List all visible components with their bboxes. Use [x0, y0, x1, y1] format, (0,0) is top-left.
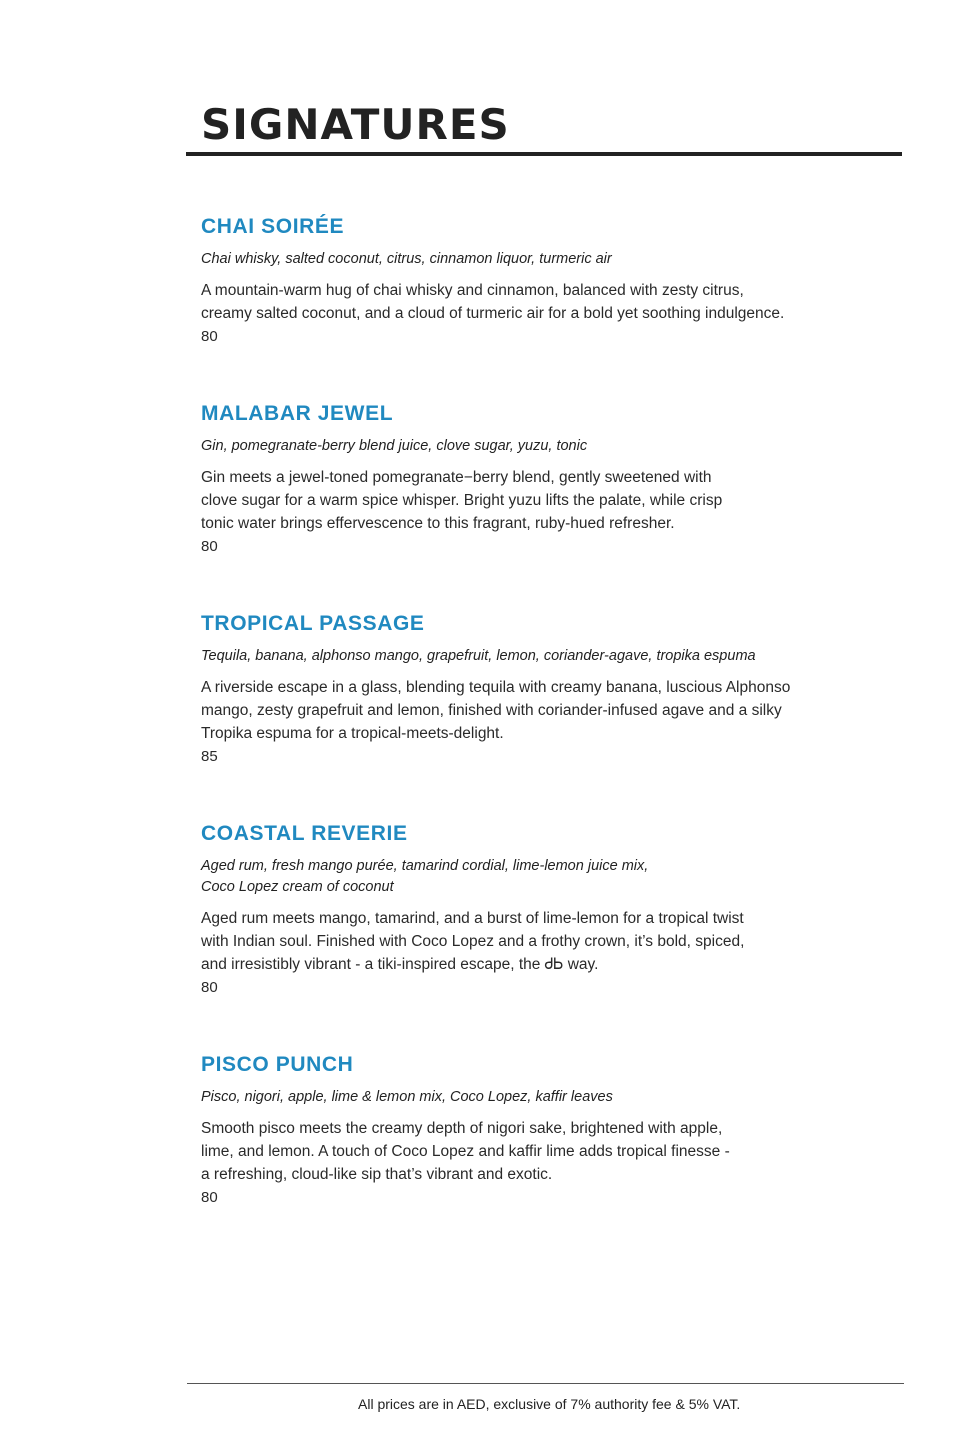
item-ingredients: Gin, pomegranate-berry blend juice, clove sugar, yuzu, tonic — [201, 438, 588, 454]
item-name: TROPICAL PASSAGE — [201, 612, 425, 635]
menu-item — [201, 1051, 841, 1209]
item-description: Gin meets a jewel-toned pomegranate−berry blend, gently sweetened with clove sugar for a warm spice whisper. Bright yuzu lifts the palate, while crisp tonic water brings effervescence to this fragrant, ruby-hued refresher. — [201, 469, 723, 532]
item-description: A mountain-warm hug of chai whisky and cinnamon, balanced with zesty citrus, creamy salted coconut, and a cloud of turmeric air for a bold yet soothing indulgence. — [201, 282, 785, 322]
item-name: CHAI SOIRÉE — [201, 215, 345, 238]
item-ingredients: Pisco, nigori, apple, lime & lemon mix, Coco Lopez, kaffir leaves — [201, 1089, 613, 1105]
item-description: A riverside escape in a glass, blending tequila with creamy banana, luscious Alphonso mango, zesty grapefruit and lemon, finished with coriander-infused agave and a silky Tropika espuma for a tropical-meets-delight. — [201, 679, 791, 742]
menu-item — [201, 820, 841, 999]
item-name: MALABAR JEWEL — [201, 402, 394, 425]
title-divider — [186, 152, 902, 156]
item-ingredients: Chai whisky, salted coconut, citrus, cinnamon liquor, turmeric air — [201, 251, 612, 267]
item-price: 85 — [201, 748, 218, 765]
footer-note: All prices are in AED, exclusive of 7% authority fee & 5% VAT. — [358, 1396, 741, 1412]
item-name: COASTAL REVERIE — [201, 822, 408, 845]
item-description: Aged rum meets mango, tamarind, and a burst of lime-lemon for a tropical twist with Indian soul. Finished with Coco Lopez and a frothy crown, it’s bold, spiced, and irresistibly vibrant - a tiki-inspired escape, the ᏧᏏ way. — [201, 910, 745, 973]
menu-list — [201, 213, 841, 1261]
item-price: 80 — [201, 538, 218, 555]
menu-item — [201, 400, 841, 558]
item-name: PISCO PUNCH — [201, 1053, 354, 1076]
menu-item — [201, 610, 841, 768]
item-price: 80 — [201, 979, 218, 996]
item-ingredients: Tequila, banana, alphonso mango, grapefruit, lemon, coriander-agave, tropika espuma — [201, 648, 756, 664]
item-description: Smooth pisco meets the creamy depth of nigori sake, brightened with apple, lime, and lemon. A touch of Coco Lopez and kaffir lime adds tropical finesse - a refreshing, cloud-like sip that’s vibrant and exotic. — [201, 1120, 730, 1183]
item-price: 80 — [201, 1189, 218, 1206]
footer-divider — [187, 1383, 904, 1384]
item-price: 80 — [201, 328, 218, 345]
menu-item — [201, 213, 841, 348]
item-ingredients: Aged rum, fresh mango purée, tamarind cordial, lime-lemon juice mix, Coco Lopez cream of coconut — [201, 858, 649, 895]
page-title: SIGNATURES — [201, 100, 510, 149]
